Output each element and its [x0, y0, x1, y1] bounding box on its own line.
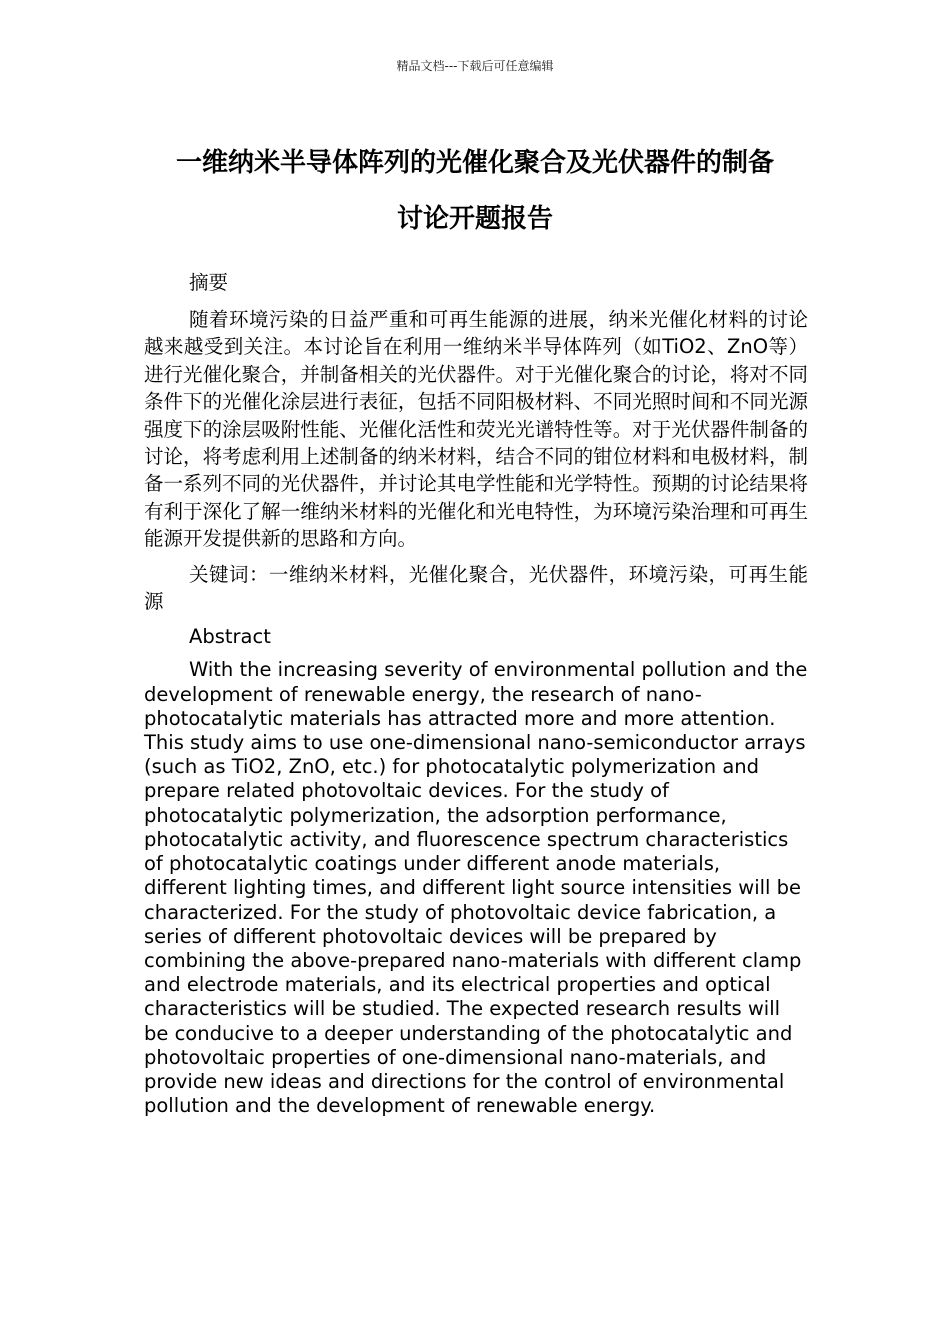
document-body — [144, 268, 808, 1118]
document-title — [130, 135, 820, 247]
title-line-2: 讨论开题报告 — [396, 204, 553, 234]
page-header-note: 精品文档---下载后可任意编辑 — [396, 59, 554, 73]
keywords-zh: 关键词：一维纳米材料，光催化聚合，光伏器件，环境污染，可再生能源 — [144, 562, 808, 614]
abstract-zh-paragraph: 随着环境污染的日益严重和可再生能源的进展，纳米光催化材料的讨论越来越受到关注。本讨论旨在利用一维纳米半导体阵列（如TiO2、ZnO等）进行光催化聚合，并制备相关的光伏器件。对于光催化聚合的讨论，将对不同条件下的光催化涂层进行表征，包括不同阳极材料、不同光照时间和不同光源强度下的涂层吸附性能、光催化活性和荧光光谱特性等。对于光伏器件制备的讨论，将考虑利用上述制备的纳米材料，结合不同的钳位材料和电极材料，制备一系列不同的光伏器件，并讨论其电学性能和光学特性。预期的讨论结果将有利于深化了解一维纳米材料的光催化和光电特性，为环境污染治理和可再生能源开发提供新的思路和方向。 — [144, 308, 808, 551]
abstract-en-heading: Abstract — [189, 625, 271, 649]
title-line-1: 一维纳米半导体阵列的光催化聚合及光伏器件的制备 — [175, 148, 774, 178]
abstract-en-paragraph: With the increasing severity of environmental pollution and the development of renewable energy, the research of nano-photocatalytic materials has attracted more and more attention. This study aims to use one-dimensional nano-semiconductor arrays (such as TiO2, ZnO, etc.) for photocatalytic polymerization and prepare related photovoltaic devices. For the study of photocatalytic polymerization, the adsorption performance, photocatalytic activity, and fluorescence spectrum characteristics of photocatalytic coatings under different anode materials, different lighting times, and different light source intensities will be characterized. For the study of photovoltaic device fabrication, a series of different photovoltaic devices will be prepared by combining the above-prepared nano-materials with different clamp and electrode materials, and its electrical properties and optical characteristics will be studied. The expected research results will be conducive to a deeper understanding of the photocatalytic and photovoltaic properties of one-dimensional nano-materials, and provide new ideas and directions for the control of environmental pollution and the development of renewable energy. — [144, 658, 808, 1118]
abstract-zh-heading: 摘要 — [189, 271, 229, 294]
